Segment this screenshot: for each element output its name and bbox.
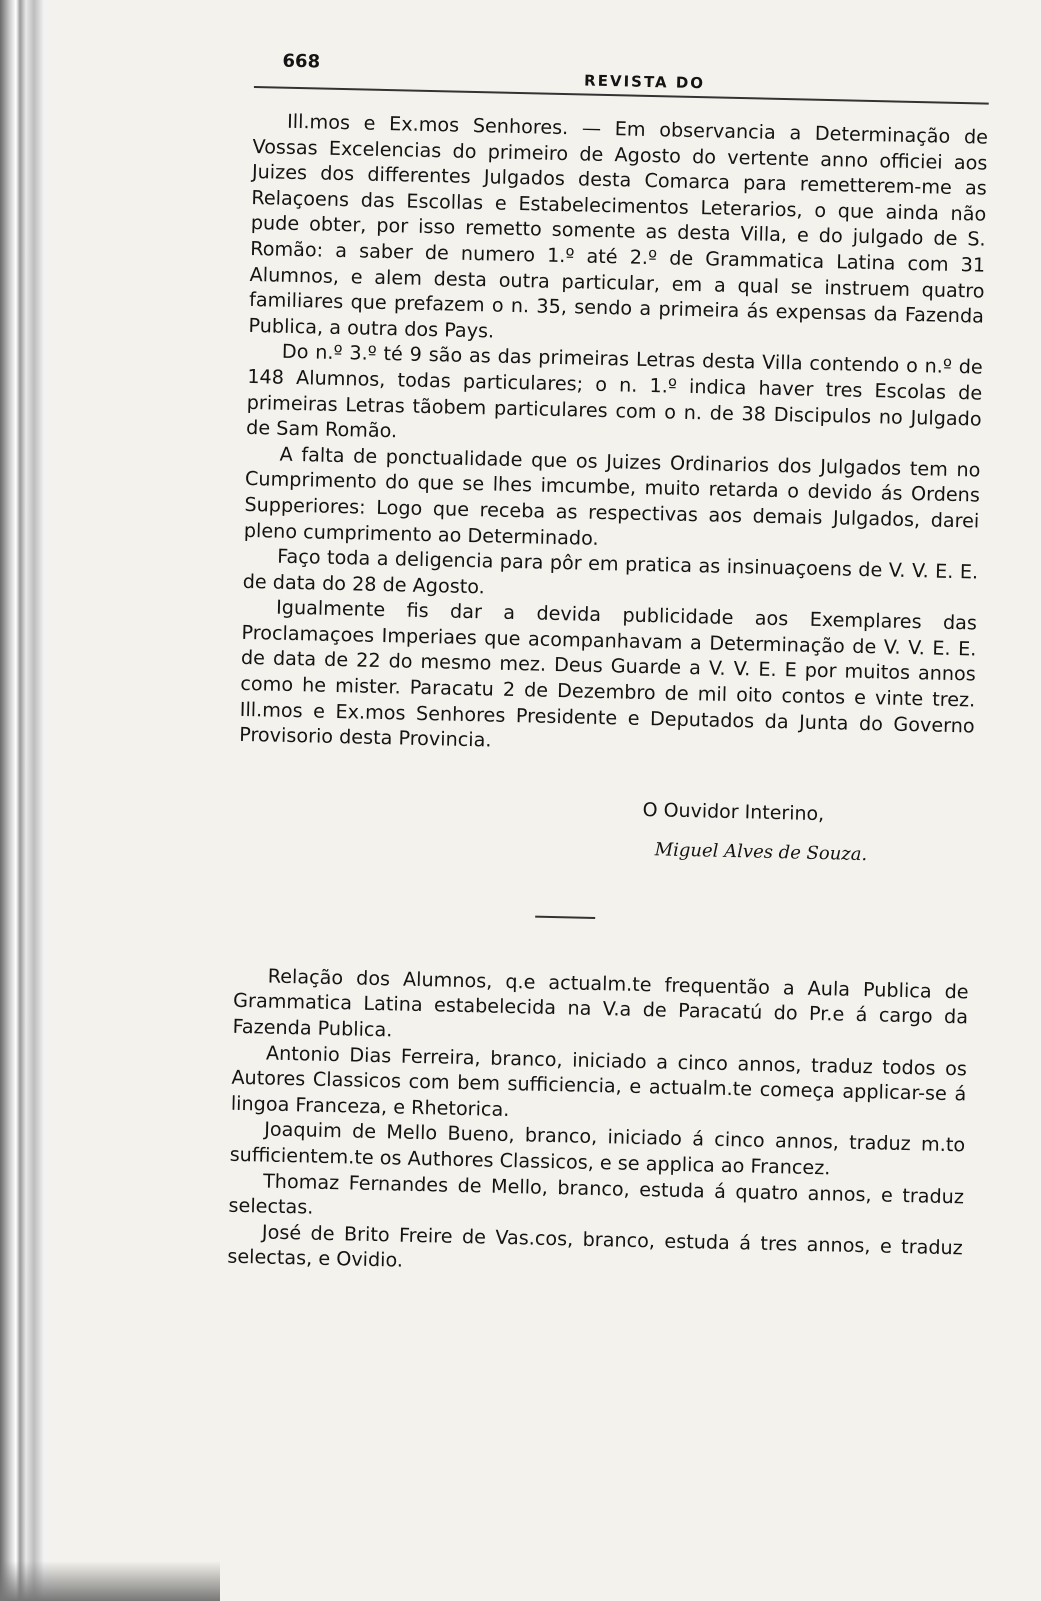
page-corner-shadow — [0, 1561, 220, 1601]
list-item: José de Brito Freire de Vas.cos, branco, estuda á tres annos, e traduz selectas, e Ovidio. — [227, 1220, 964, 1273]
signature-block — [237, 790, 973, 868]
list-item: Antonio Dias Ferreira, branco, iniciado a cinco annos, traduz todos os Autores Classicos com bem sufficiencia, e actualm.te começa applicar-se á lingoa Franceza, e Rhetorica. — [230, 1041, 968, 1121]
book-spine-shadow — [0, 0, 58, 1601]
signature-title: O Ouvidor Interino, — [642, 798, 825, 825]
letter-paragraph-2: Do n.º 3.º té 9 são as das primeiras Letras desta Villa contendo o n.º de 148 Alumnos, todas particulares; o n. 1.º indica haver tres Escolas de primeiras Letras tãobem particulares com o n. de 38 Discipulos no Julgado de Sam Romão. — [245, 340, 984, 443]
document-page — [227, 40, 990, 1286]
letter-paragraph-1: Ill.mos e Ex.mos Senhores. — Em observancia a Determinação de Vossas Excelencias do primeiro de Agosto do vertente anno officiei aos Juizes dos differentes Julgados desta Comarca para remetterem-me as Relaçoens das Escollas e Estabelecimentos Leterarios, o que ainda não pude obter, por isso remetto somente as desta Villa, e do julgado de S. Romão: a saber de numero 1.º até 2.º de Grammatica Latina com 31 Alumnos, e alem desta outra particular, em a qual se instruem quatro familiares que prefazem o n. 35, sendo a primeira ás expensas da Fazenda Publica, a outra dos Pays. — [248, 109, 989, 343]
list-item: Joaquim de Mello Bueno, branco, iniciado á cinco annos, traduz m.to sufficientem.te os Authores Classicos, e se applica ao Francez. — [229, 1117, 966, 1180]
letter-paragraph-3: A falta de ponctualidade que os Juizes Ordinarios dos Julgados tem no Cumprimento do que se lhes imcumbe, muito retarda o devido ás Ordens Supperiores: Logo que receba as respectivas aos demais Julgados, darei pleno cumprimento ao Determinado. — [243, 442, 981, 550]
page-number: 668 — [282, 50, 321, 73]
letter-body — [239, 108, 988, 764]
letter-paragraph-4: Faço toda a deligencia para pôr em pratica as insinuaçoens de V. V. E. E. de data do 28 de Agosto. — [242, 544, 979, 599]
student-list — [227, 963, 969, 1287]
letter-paragraph-5: Igualmente fis dar a devida publicidade aos Exemplares das Proclamaçoes Imperiaes que acompanhavam a Determinação de V. V. E. E. de data de 22 do mesmo mez. Deus Guarde a V. V. E. E por muitos annos como he mister. Paracatu 2 de Dezembro de mil oito contos e vinte trez. Ill.mos e Ex.mos Senhores Presidente e Deputados da Junta do Governo Provisorio desta Provincia. — [238, 595, 978, 752]
list-item: Thomaz Fernandes de Mello, branco, estuda á quatro annos, e traduz selectas. — [228, 1169, 965, 1219]
signature-name: Miguel Alves de Souza. — [654, 839, 868, 865]
section-divider — [535, 915, 595, 918]
page-header — [254, 40, 990, 105]
running-head: REVISTA DO — [583, 71, 706, 93]
list-heading: Relação dos Alumnos, q.e actualm.te frequentão a Aula Publica de Grammatica Latina estabelecida na V.a de Paracatú do Pr.e á cargo da Fazenda Publica. — [232, 964, 969, 1042]
